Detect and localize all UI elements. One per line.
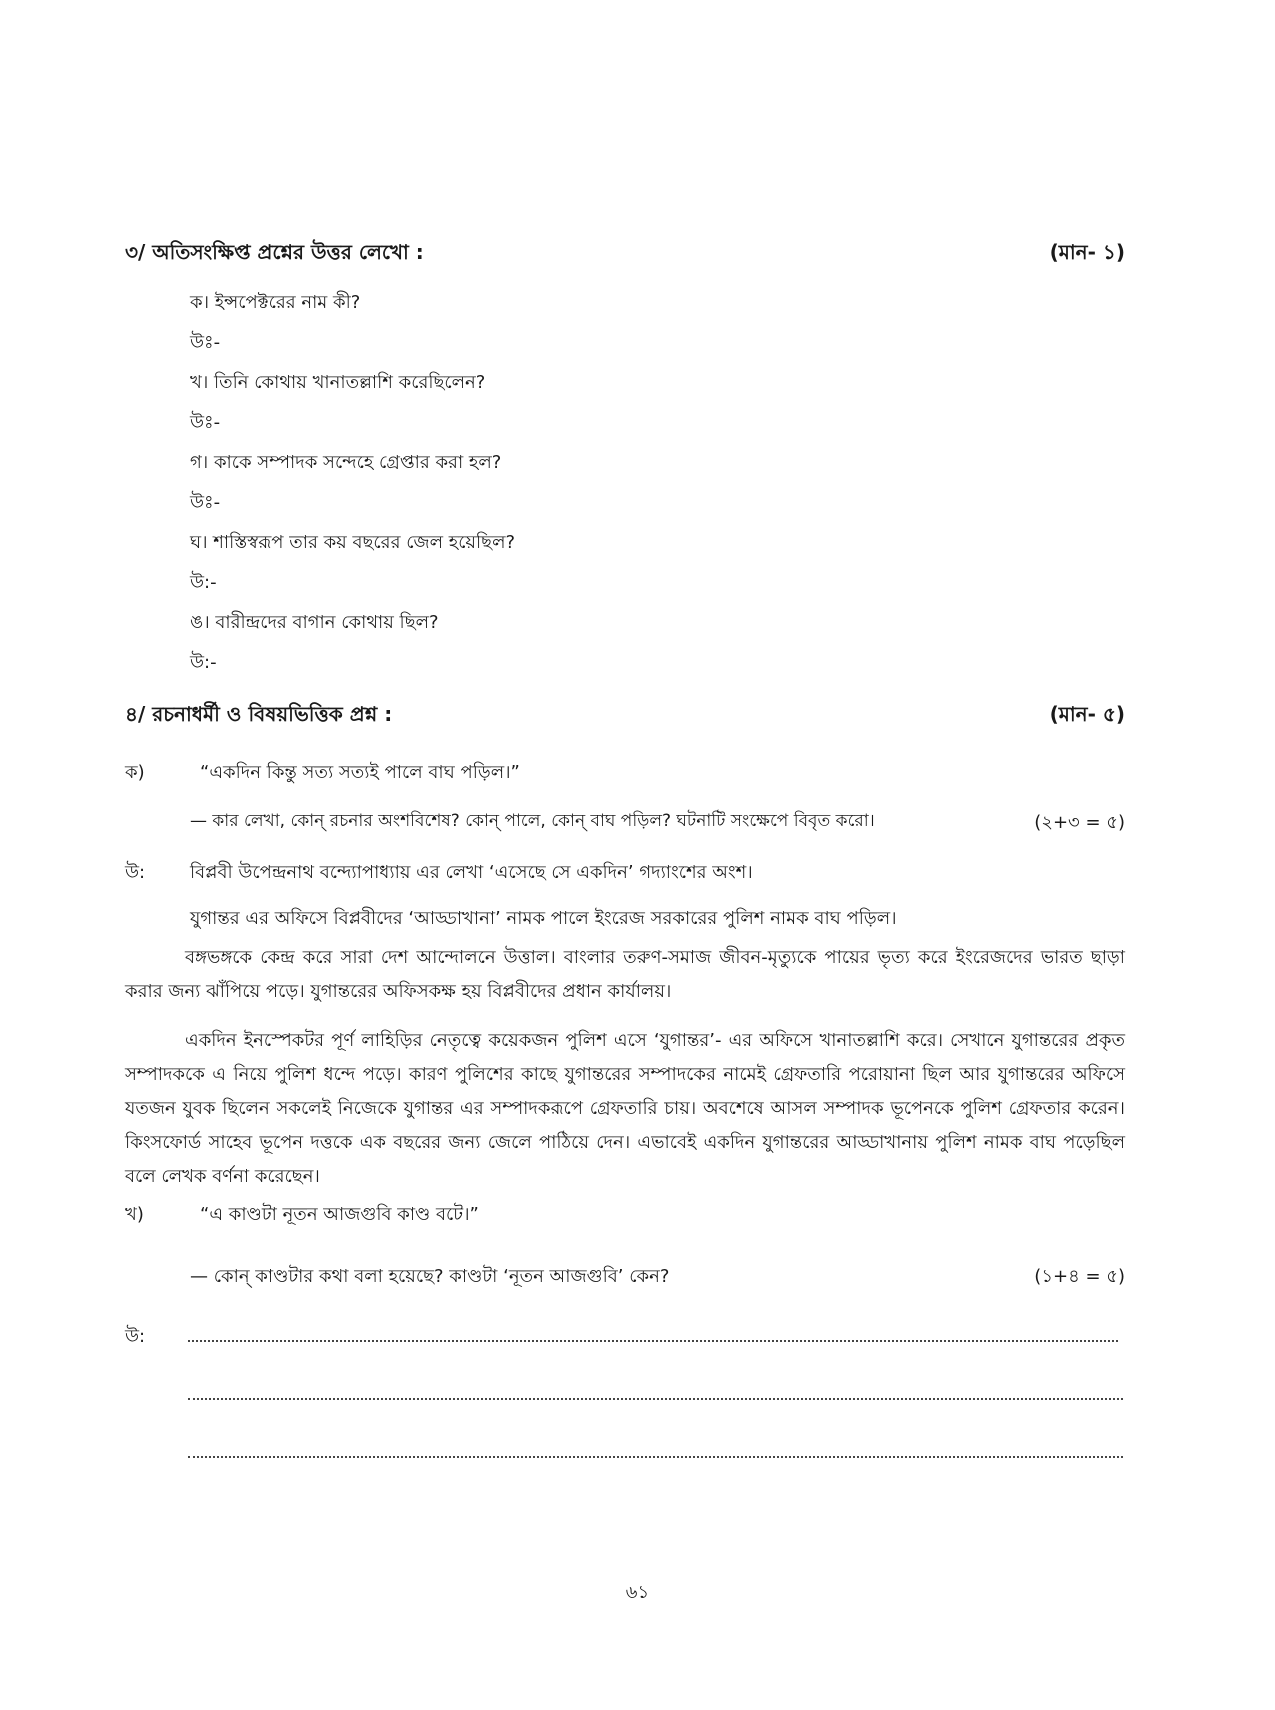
section3-marks: (মান- ১) xyxy=(1049,240,1125,264)
question-gha: ঘ। শাস্তিস্বরূপ তার কয় বছরের জেল হয়েছিল? xyxy=(190,532,516,553)
answer-ka: উঃ- xyxy=(190,332,221,353)
q1-label: ক) xyxy=(125,762,145,783)
q1-quote: “একদিন কিন্তু সত্য সত্যই পালে বাঘ পড়িল।” xyxy=(200,762,520,783)
q2-prompt: — কোন্ কাণ্ডটার কথা বলা হয়েছে? কাণ্ডটা ‘নূতন আজগুবি’ কেন? xyxy=(190,1266,670,1287)
question-ga: গ। কাকে সম্পাদক সন্দেহে গ্রেপ্তার করা হল? xyxy=(190,452,502,473)
q1-answer-label: উ: xyxy=(125,862,146,883)
question-ka: ক। ইন্সপেক্টরের নাম কী? xyxy=(190,292,361,313)
q1-answer-paragraph-2 xyxy=(125,1024,1125,1194)
answer-gha: উ:- xyxy=(190,572,217,593)
q2-answer-label: উ: xyxy=(125,1326,146,1347)
section4-heading: ৪/ রচনাধর্মী ও বিষয়ভিত্তিক প্রশ্ন : xyxy=(125,702,393,726)
q1-marks: (২+৩ = ৫) xyxy=(1034,812,1125,833)
answer-line-3 xyxy=(188,1456,1123,1458)
q2-label: খ) xyxy=(125,1204,144,1225)
answer-kha: উঃ- xyxy=(190,412,221,433)
q1-para2-text: একদিন ইনস্পেকটর পূর্ণ লাহিড়ির নেতৃত্বে কয়েকজন পুলিশ এসে ‘যুগান্তর’- এর অফিসে খানাতল্লাশি করে। সেখানে যুগান্তরের প্রকৃত সম্পাদককে এ নিয়ে পুলিশ ধন্দে পড়ে। কারণ পুলিশের কাছে যুগান্তরের সম্পাদকের নামেই গ্রেফতারি পরোয়ানা ছিল আর যুগান্তরের অফিসে যতজন যুবক ছিলেন সকলেই নিজেকে যুগান্তর এর সম্পাদকরূপে গ্রেফতারি চায়। অবশেষে আসল সম্পাদক ভূপেনকে পুলিশ গ্রেফতার করেন। কিংসফোর্ড সাহেব ভূপেন দত্তকে এক বছরের জন্য জেলে পাঠিয়ে দেন। এভাবেই একদিন যুগান্তরের আড্ডাখানায় পুলিশ নামক বাঘ পড়েছিল বলে লেখক বর্ণনা করেছেন। xyxy=(125,1030,1125,1187)
q1-prompt: — কার লেখা, কোন্ রচনার অংশবিশেষ? কোন্ পালে, কোন্ বাঘ পড়িল? ঘটনাটি সংক্ষেপে বিবৃত করো। xyxy=(190,811,875,831)
section4-marks: (মান- ৫) xyxy=(1049,702,1125,726)
answer-ga: উঃ- xyxy=(190,492,221,513)
answer-line-1 xyxy=(188,1340,1118,1342)
q1-answer-paragraph-1 xyxy=(125,941,1125,1009)
answer-line-2 xyxy=(188,1398,1123,1400)
answer-uma: উ:- xyxy=(190,652,217,673)
q2-marks: (১+৪ = ৫) xyxy=(1034,1266,1125,1287)
q1-answer-line1: বিপ্লবী উপেন্দ্রনাথ বন্দ্যোপাধ্যায় এর লেখা ‘এসেছে সে একদিন’ গদ্যাংশের অংশ। xyxy=(190,862,753,883)
q1-answer-line2: যুগান্তর এর অফিসে বিপ্লবীদের ‘আড্ডাখানা’ নামক পালে ইংরেজ সরকারের পুলিশ নামক বাঘ পড়িল। xyxy=(190,908,897,929)
q1-para1-text: বঙ্গভঙ্গকে কেন্দ্র করে সারা দেশ আন্দোলনে উত্তাল। বাংলার তরুণ-সমাজ জীবন-মৃত্যুকে পায়ের ভৃত্য করে ইংরেজদের ভারত ছাড়া করার জন্য ঝাঁপিয়ে পড়ে। যুগান্তরের অফিসকক্ষ হয় বিপ্লবীদের প্রধান কার্যালয়। xyxy=(125,947,1125,1002)
page-number: ৬১ xyxy=(625,1582,650,1603)
section3-heading: ৩/ অতিসংক্ষিপ্ত প্রশ্নের উত্তর লেখো : xyxy=(125,240,424,264)
question-kha: খ। তিনি কোথায় খানাতল্লাশি করেছিলেন? xyxy=(190,372,486,393)
question-uma: ঙ। বারীন্দ্রদের বাগান কোথায় ছিল? xyxy=(190,612,439,633)
q2-quote: “এ কাণ্ডটা নূতন আজগুবি কাণ্ড বটে।” xyxy=(200,1204,479,1225)
